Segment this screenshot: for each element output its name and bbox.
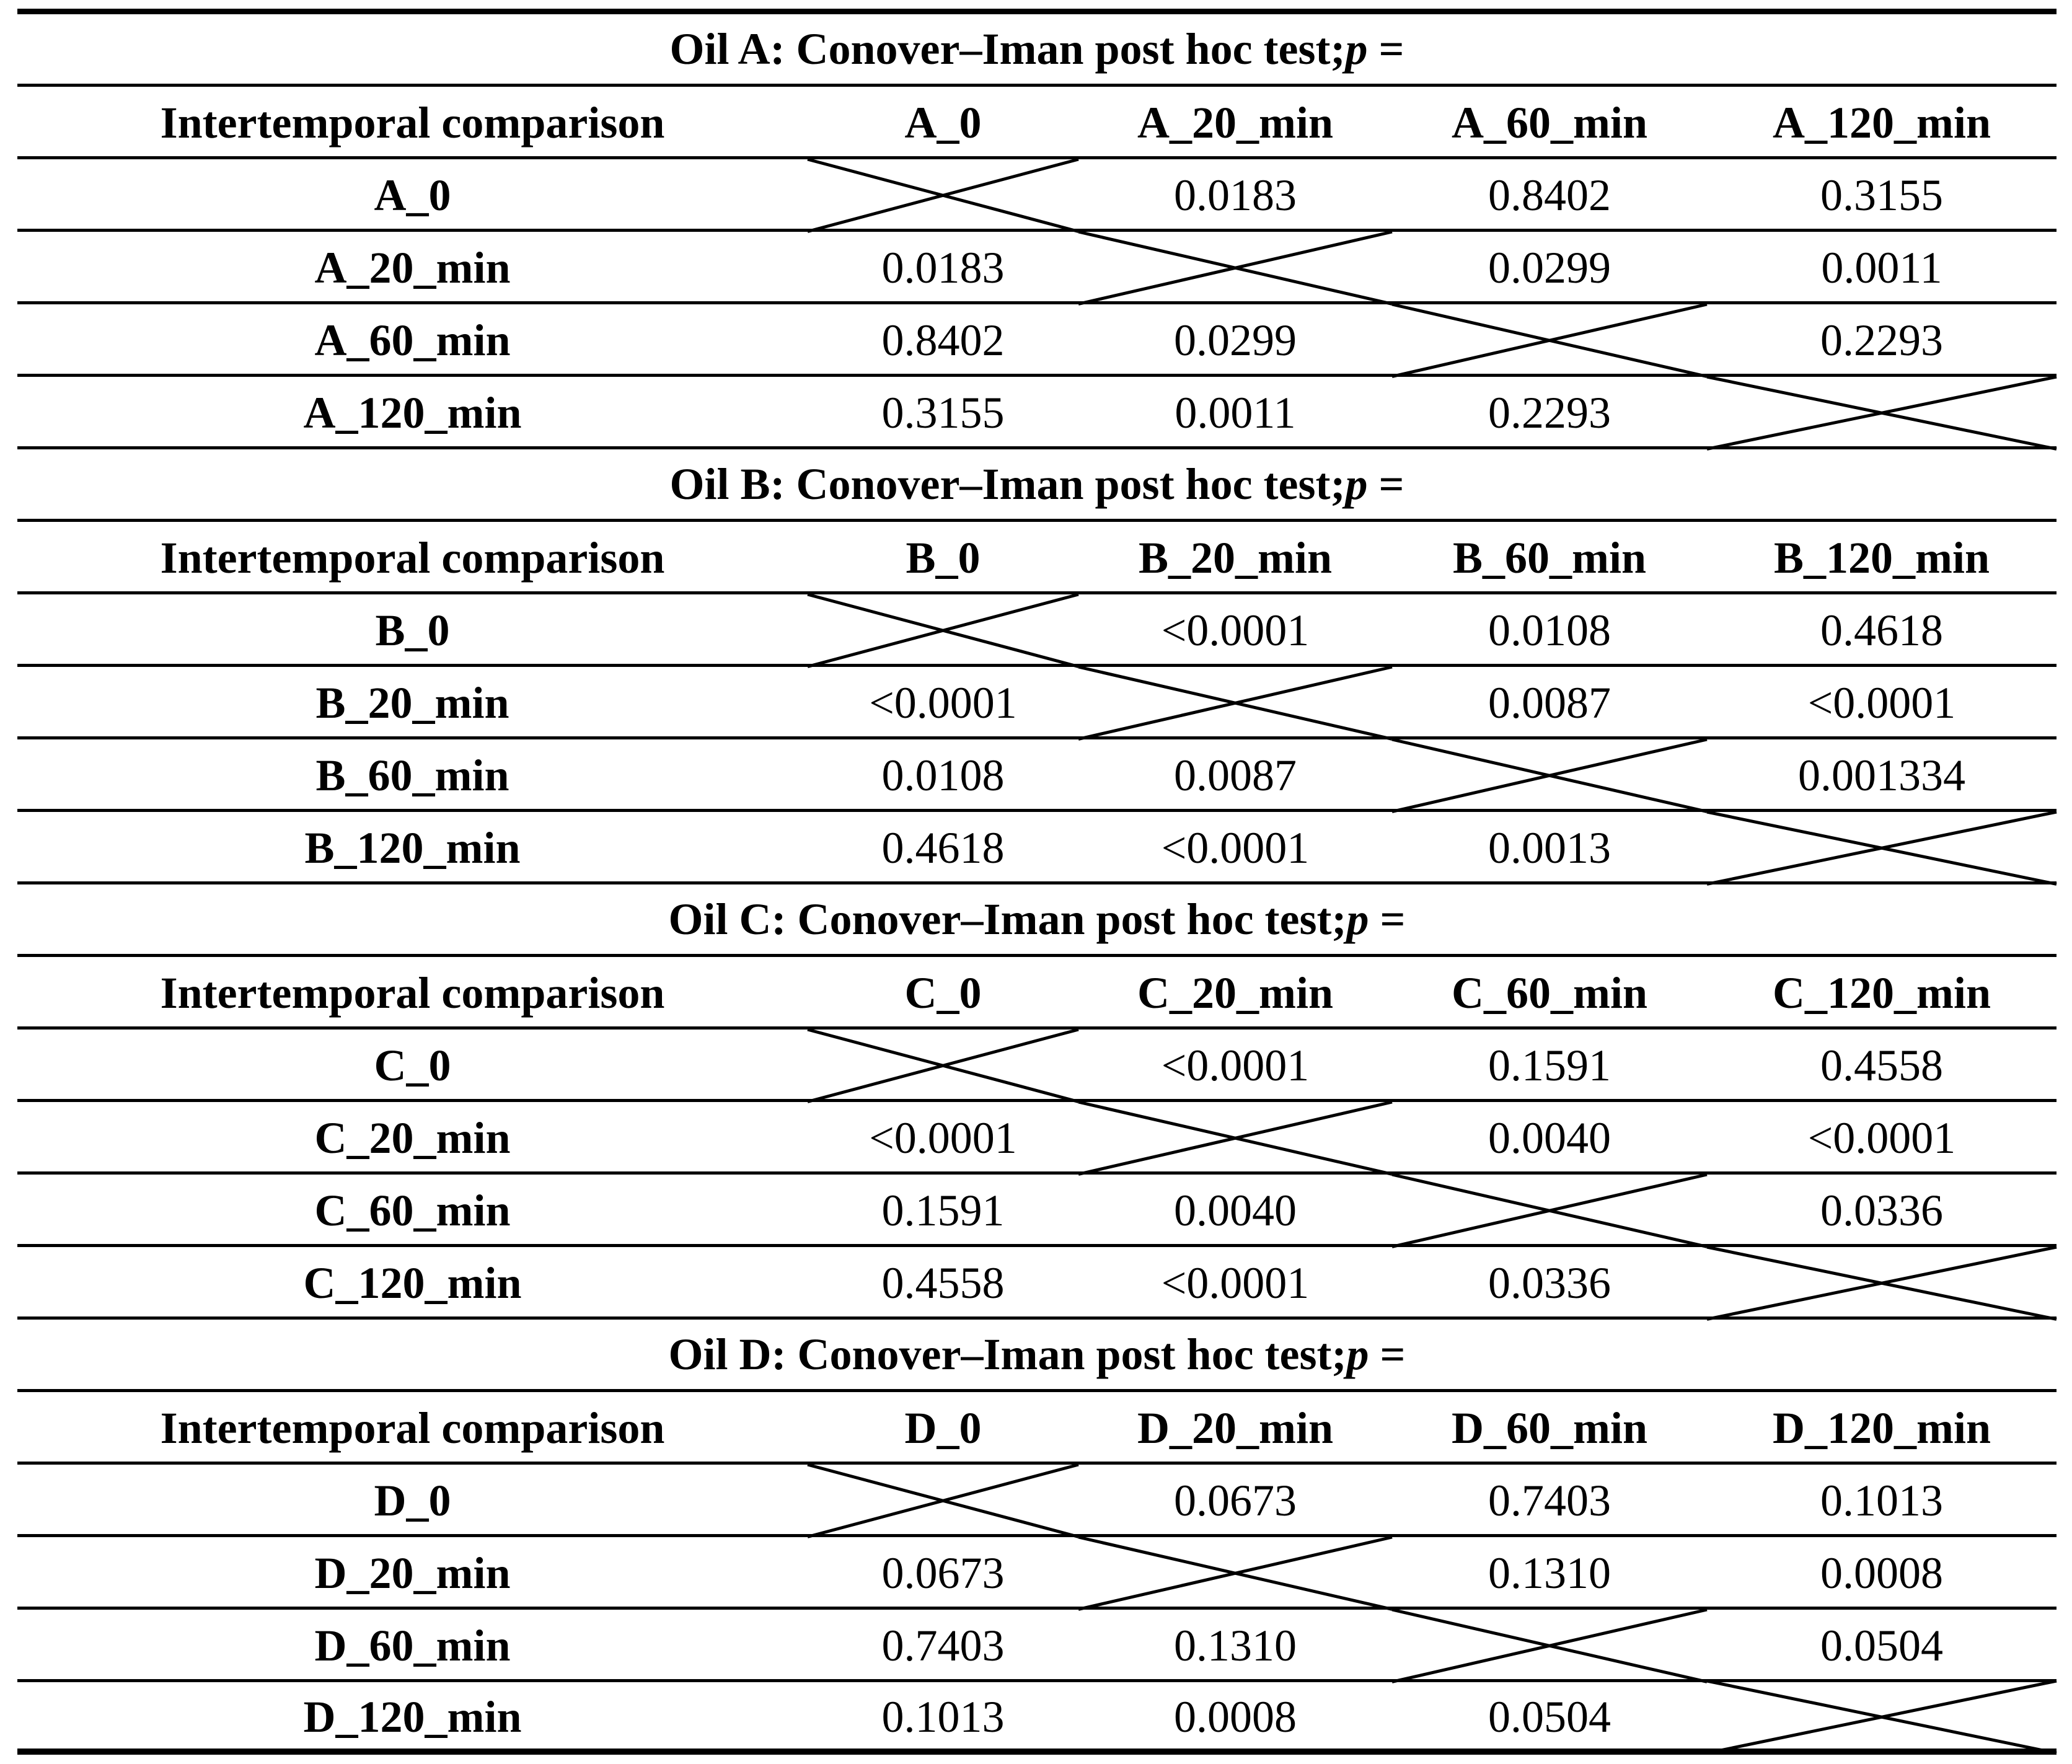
row-label: A_20_min — [314, 243, 511, 293]
p-value: 0.7403 — [1488, 1476, 1611, 1525]
table-row — [17, 1465, 2057, 1537]
row-label: B_120_min — [304, 823, 521, 873]
p-value: 0.0336 — [1820, 1186, 1943, 1235]
cross-out-icon — [1707, 377, 2057, 446]
p-value: 0.1591 — [881, 1186, 1005, 1235]
p-value: <0.0001 — [1161, 823, 1310, 873]
header-cell: Intertemporal comparison — [160, 98, 665, 148]
title-text: Oil D: Conover–Iman post hoc test; — [668, 1329, 1347, 1379]
p-value: 0.1310 — [1488, 1548, 1611, 1598]
p-value: 0.0108 — [1488, 606, 1611, 655]
table-row — [17, 739, 2057, 812]
row-label: C_60_min — [314, 1186, 511, 1235]
header-cell: C_0 — [904, 968, 982, 1018]
p-value: 0.0183 — [881, 243, 1005, 293]
title-suffix: = — [1367, 24, 1404, 74]
p-value: 0.0299 — [1174, 315, 1297, 365]
p-value: 0.8402 — [881, 315, 1005, 365]
p-value: 0.0011 — [1175, 388, 1296, 438]
cross-out-icon — [1078, 232, 1392, 301]
p-value: 0.3155 — [1820, 170, 1943, 220]
title-text: Oil C: Conover–Iman post hoc test; — [668, 894, 1347, 944]
diagonal-cell — [808, 1030, 1078, 1099]
p-symbol: p — [1346, 894, 1369, 944]
p-value: 0.0108 — [881, 751, 1005, 800]
header-cell: A_120_min — [1772, 98, 1991, 148]
diagonal-cell — [808, 594, 1078, 664]
row-label: C_20_min — [314, 1113, 511, 1163]
section-oil-c — [17, 884, 2057, 1320]
title-suffix: = — [1369, 894, 1406, 944]
cross-out-icon — [1392, 1175, 1707, 1244]
section-title — [17, 14, 2057, 87]
table-row — [17, 1537, 2057, 1610]
p-value: 0.0011 — [1821, 243, 1942, 293]
p-value: 0.0087 — [1488, 678, 1611, 728]
header-cell: Intertemporal comparison — [160, 533, 665, 583]
header-cell: D_60_min — [1451, 1403, 1648, 1453]
header-cell: B_20_min — [1138, 533, 1333, 583]
cross-out-icon — [808, 1465, 1078, 1534]
p-value: 0.1013 — [1820, 1476, 1943, 1525]
header-cell: Intertemporal comparison — [160, 968, 665, 1018]
diagonal-cell — [1707, 377, 2057, 446]
table-row — [17, 377, 2057, 449]
row-label: D_120_min — [303, 1691, 522, 1742]
section-title — [17, 1320, 2057, 1392]
diagonal-cell — [1707, 812, 2057, 881]
table-row — [17, 1247, 2057, 1320]
p-value: <0.0001 — [1161, 606, 1310, 655]
cross-out-icon — [808, 594, 1078, 664]
header-cell: B_0 — [906, 533, 981, 583]
row-label: A_0 — [374, 170, 451, 220]
p-value: 0.8402 — [1488, 170, 1611, 220]
row-label: D_0 — [374, 1476, 451, 1525]
p-value: 0.0673 — [1174, 1476, 1297, 1525]
header-cell: C_20_min — [1137, 968, 1334, 1018]
row-label: D_60_min — [314, 1621, 511, 1670]
cross-out-icon — [1707, 1247, 2057, 1316]
cross-out-icon — [1078, 1537, 1392, 1607]
title-suffix: = — [1367, 459, 1404, 509]
diagonal-cell — [1707, 1681, 2057, 1750]
header-cell: D_0 — [904, 1403, 982, 1453]
p-value: 0.0087 — [1174, 751, 1297, 800]
p-value: 0.1591 — [1488, 1041, 1611, 1090]
p-symbol: p — [1346, 1329, 1369, 1379]
row-label: C_120_min — [303, 1258, 522, 1308]
cross-out-icon — [808, 159, 1078, 229]
diagonal-cell — [1078, 232, 1392, 301]
row-label: B_20_min — [315, 678, 509, 728]
p-value: 0.0040 — [1488, 1113, 1611, 1163]
diagonal-cell — [1392, 304, 1707, 374]
section-title — [17, 449, 2057, 522]
row-label: A_120_min — [303, 388, 522, 438]
header-cell: B_60_min — [1452, 533, 1647, 583]
section-title — [17, 884, 2057, 957]
p-value: 0.0336 — [1488, 1258, 1611, 1308]
header-cell: C_120_min — [1772, 968, 1991, 1018]
p-value: 0.3155 — [881, 388, 1005, 438]
cross-out-icon — [1707, 1681, 2057, 1750]
table-row — [17, 1102, 2057, 1175]
cross-out-icon — [808, 1030, 1078, 1099]
p-value: 0.4618 — [1820, 606, 1943, 655]
post-hoc-table — [17, 9, 2057, 1755]
section-oil-b — [17, 449, 2057, 884]
p-value: <0.0001 — [869, 1113, 1017, 1163]
header-row — [17, 87, 2057, 159]
diagonal-cell — [1078, 1102, 1392, 1171]
title-text: Oil A: Conover–Iman post hoc test; — [669, 24, 1346, 74]
cross-out-icon — [1392, 1610, 1707, 1679]
p-value: 0.0008 — [1174, 1691, 1297, 1742]
header-row — [17, 957, 2057, 1030]
p-value: 0.2293 — [1488, 388, 1611, 438]
table-row — [17, 594, 2057, 667]
p-value: <0.0001 — [869, 678, 1017, 728]
diagonal-cell — [1078, 667, 1392, 736]
row-label: C_0 — [374, 1041, 451, 1090]
table-row — [17, 1610, 2057, 1682]
header-cell: D_120_min — [1772, 1403, 1991, 1453]
p-symbol: p — [1345, 459, 1368, 509]
row-label: B_60_min — [315, 751, 509, 800]
header-row — [17, 522, 2057, 594]
p-value: <0.0001 — [1807, 1113, 1956, 1163]
header-cell: Intertemporal comparison — [160, 1403, 665, 1453]
p-value: 0.2293 — [1820, 315, 1943, 365]
p-symbol: p — [1345, 24, 1368, 74]
title-text: Oil B: Conover–Iman post hoc test; — [669, 459, 1346, 509]
table-row — [17, 1175, 2057, 1247]
cross-out-icon — [1392, 304, 1707, 374]
diagonal-cell — [1078, 1537, 1392, 1607]
p-value: 0.4618 — [881, 823, 1005, 873]
p-value: 0.001334 — [1798, 751, 1965, 800]
header-cell: A_0 — [904, 98, 982, 148]
cross-out-icon — [1078, 667, 1392, 736]
p-value: 0.7403 — [881, 1621, 1005, 1670]
p-value: 0.0040 — [1174, 1186, 1297, 1235]
table-row — [17, 812, 2057, 884]
p-value: 0.1013 — [881, 1691, 1005, 1742]
diagonal-cell — [1707, 1247, 2057, 1316]
p-value: 0.0504 — [1488, 1691, 1611, 1742]
p-value: <0.0001 — [1161, 1041, 1310, 1090]
section-oil-a — [17, 9, 2057, 449]
p-value: 0.0013 — [1488, 823, 1611, 873]
table-row — [17, 232, 2057, 304]
header-cell: D_20_min — [1137, 1403, 1334, 1453]
cross-out-icon — [1078, 1102, 1392, 1171]
p-value: 0.4558 — [881, 1258, 1005, 1308]
cross-out-icon — [1392, 739, 1707, 809]
title-suffix: = — [1369, 1329, 1406, 1379]
diagonal-cell — [808, 159, 1078, 229]
header-cell: A_60_min — [1451, 98, 1648, 148]
p-value: <0.0001 — [1161, 1258, 1310, 1308]
section-oil-d — [17, 1320, 2057, 1755]
header-cell: B_120_min — [1773, 533, 1990, 583]
table-row — [17, 159, 2057, 232]
diagonal-cell — [1392, 1610, 1707, 1679]
table-row — [17, 304, 2057, 377]
diagonal-cell — [1392, 1175, 1707, 1244]
p-value: 0.0008 — [1820, 1548, 1943, 1598]
diagonal-cell — [1392, 739, 1707, 809]
diagonal-cell — [808, 1465, 1078, 1534]
p-value: 0.1310 — [1174, 1621, 1297, 1670]
header-row — [17, 1392, 2057, 1465]
header-cell: A_20_min — [1137, 98, 1334, 148]
row-label: B_0 — [375, 606, 450, 655]
p-value: 0.4558 — [1820, 1041, 1943, 1090]
table-row — [17, 667, 2057, 739]
cross-out-icon — [1707, 812, 2057, 881]
p-value: 0.0504 — [1820, 1621, 1943, 1670]
table-row — [17, 1682, 2057, 1755]
header-cell: C_60_min — [1451, 968, 1648, 1018]
p-value: 0.0673 — [881, 1548, 1005, 1598]
p-value: 0.0183 — [1174, 170, 1297, 220]
row-label: A_60_min — [314, 315, 511, 365]
p-value: 0.0299 — [1488, 243, 1611, 293]
p-value: <0.0001 — [1807, 678, 1956, 728]
table-row — [17, 1030, 2057, 1102]
row-label: D_20_min — [314, 1548, 511, 1598]
